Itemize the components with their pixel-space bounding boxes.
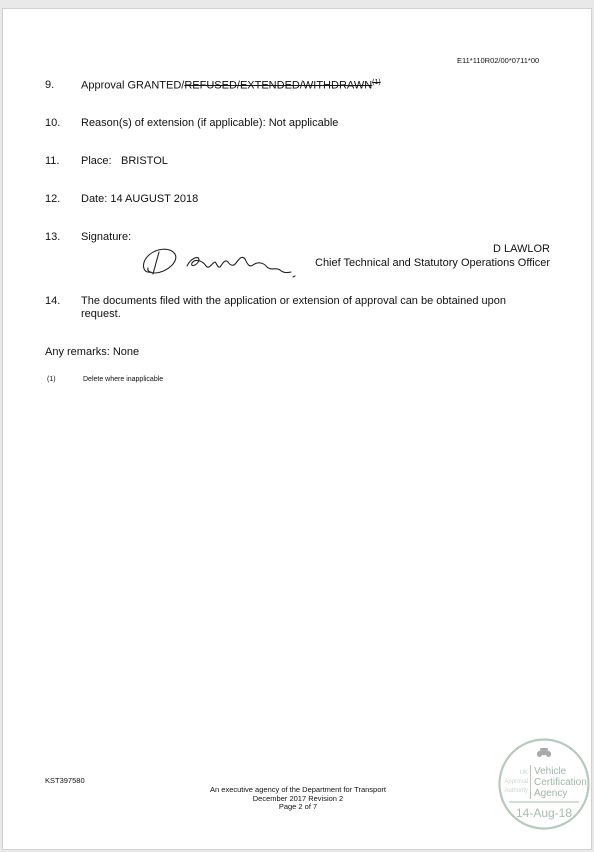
footnote-marker: (1) <box>47 376 56 383</box>
footnote-text: Delete where inapplicable <box>83 376 164 383</box>
item-10-number: 10. <box>45 117 61 129</box>
document-reference: E11*110R02/00*0711*00 <box>457 56 540 65</box>
stamp-vehicle-text: Vehicle <box>534 766 567 777</box>
signatory-name: D LAWLOR <box>492 243 550 255</box>
page-footer <box>153 786 443 812</box>
footer-page-number: Page 2 of 7 <box>278 802 318 811</box>
stamp-uk-text: UK <box>519 770 528 776</box>
footer-agency-line: An executive agency of the Department for Transport <box>210 785 386 794</box>
item-12-number: 12. <box>45 193 61 205</box>
item-9-number: 9. <box>45 79 55 91</box>
item-13-label: Signature: <box>81 231 132 243</box>
item-9-footnote-ref: (1) <box>372 79 381 86</box>
stamp-date: 14-Aug-18 <box>515 806 573 820</box>
item-10-text: Reason(s) of extension (if applicable): Not applicable <box>81 117 339 129</box>
item-9-text <box>81 79 381 92</box>
item-9-struck-options: REFUSED/EXTENDED/WITHDRAWN <box>184 79 373 92</box>
vca-approval-stamp <box>497 737 591 831</box>
document-page <box>2 8 592 850</box>
item-9-label: Approval <box>81 79 128 92</box>
item-14-text-line-2: request. <box>81 308 121 320</box>
stamp-approval-text: Approval <box>504 779 528 785</box>
stamp-agency-text: Agency <box>534 788 568 799</box>
item-11-value: BRISTOL <box>121 155 168 167</box>
item-12-text: Date: 14 AUGUST 2018 <box>81 193 199 205</box>
handwritten-signature <box>137 241 307 281</box>
stamp-authority-text: Authority <box>504 788 528 794</box>
footer-revision-line: December 2017 Revision 2 <box>252 793 344 803</box>
document-code: KST397580 <box>45 776 85 785</box>
item-13-number: 13. <box>45 231 61 243</box>
remarks: Any remarks: None <box>45 346 140 358</box>
item-11-label: Place: <box>81 155 112 167</box>
item-14-number: 14. <box>45 295 61 307</box>
stamp-certification-text: Certification <box>534 777 587 788</box>
item-9-granted: GRANTED/ <box>127 79 185 92</box>
signatory-title: Chief Technical and Statutory Operations Officer <box>315 257 550 269</box>
item-14-text-line-1: The documents filed with the application or extension of approval can be obtained upon <box>81 295 507 307</box>
item-11-number: 11. <box>45 155 60 167</box>
